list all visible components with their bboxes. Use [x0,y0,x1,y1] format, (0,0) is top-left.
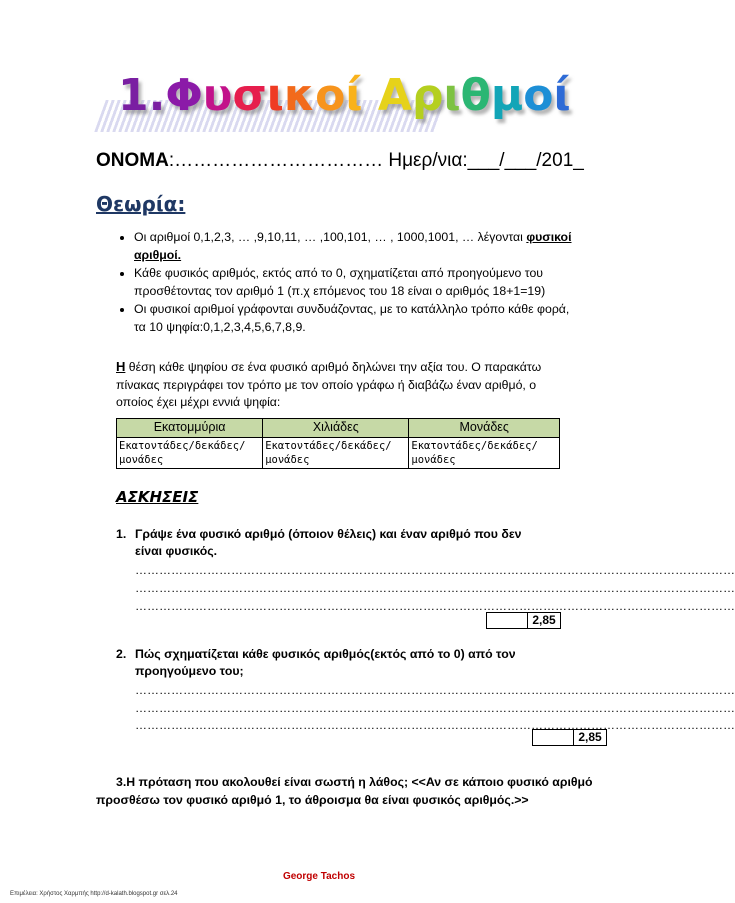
score-value: 2,85 [578,730,602,744]
place-value-table [116,418,560,469]
name-label: ΟΝΟΜΑ [96,150,169,171]
answer-line[interactable]: …………………………………………………………………………………………………………………………………… [135,563,735,577]
title-letter: Α [377,70,412,121]
paragraph-text: θέση κάθε ψηφίου σε ένα φυσικό αριθμό δηλώνει την αξία του. Ο παρακάτω πίνακας περιγράφει τον τρόπο με τον οποίο γράφω ή διαβάζω έναν αριθμό, ο οποίος έχει μέχρι εννιά ψηφία: [116,360,542,410]
question-text: Γράψε ένα φυσικό αριθμό (όποιον θέλεις) και έναν αριθμό που δεν είναι φυσικός. [135,527,522,558]
page-footer: Επιμέλεια: Χρήστος Χαρμπής http://d-kalath.blogspot.gr σελ.24 [10,891,178,897]
answer-line[interactable]: …………………………………………………………………………………………………………………………………… [135,683,735,697]
title-letter: θ [460,70,491,121]
table-header-millions: Εκατομμύρια [117,419,263,438]
table-cell: Εκατοντάδες/δεκάδες/μονάδες [409,438,560,469]
title-letter: ο [315,70,346,121]
score-box [486,612,561,629]
answer-line[interactable]: …………………………………………………………………………………………………………………………………… [135,701,735,715]
question-number: 1. [116,527,127,541]
table-header-units: Μονάδες [409,419,560,438]
exercises-heading: ΑΣΚΗΣΕΙΣ [116,488,199,506]
title-letter: κ [283,70,316,121]
title-letter: ρ [411,70,444,121]
question-3: 3.Η πρόταση που ακολουθεί είναι σωστή η λάθος; <<Αν σε κάποιο φυσικό αριθμό προσθέσω τον φυσικό αριθμό 1, το άθροισμα θα είναι φυσικός αριθμός.>> [96,775,593,807]
bullet-text: Οι αριθμοί 0,1,2,3, … ,9,10,11, … ,100,101, … , 1000,1001, … λέγονται [134,230,527,244]
question-number: 2. [116,647,127,661]
name-date-line [96,150,584,172]
answer-line[interactable]: …………………………………………………………………………………………………………………………………… [135,718,735,732]
title-letter: ί [553,70,571,121]
table-cell: Εκατοντάδες/δεκάδες/μονάδες [263,438,409,469]
table-cell: Εκατοντάδες/δεκάδες/μονάδες [117,438,263,469]
title-letter: Φ [165,70,203,121]
document-title [118,70,571,121]
theory-heading: Θεωρία: [96,192,186,216]
title-letter: 1 [118,70,149,121]
theory-bullet-list [116,229,574,338]
score-value: 2,85 [532,613,556,627]
name-date-fields: :…………………………… Ημερ/νια:___/___/201_ [168,150,584,171]
table-header-thousands: Χιλιάδες [263,419,409,438]
title-letter: ο [523,70,554,121]
author-name: George Tachos [282,871,356,882]
answer-line[interactable]: …………………………………………………………………………………………………………………………………… [135,581,735,595]
score-empty-cell[interactable] [533,730,574,745]
title-letter [363,70,378,121]
title-letter: ι [266,70,284,121]
answer-line[interactable]: …………………………………………………………………………………………………………………………………… [135,599,735,613]
bullet-bold-text: φυσικοί αριθμοί. [134,230,572,262]
title-letter: ι [443,70,461,121]
title-letter: σ [232,70,267,121]
bullet-item [134,301,574,336]
bullet-item [134,265,574,300]
question-2 [116,646,535,680]
title-letter: μ [490,70,524,121]
bullet-item [134,229,574,264]
title-letter: ί [345,70,363,121]
bullet-text: Κάθε φυσικός αριθμός, εκτός από το 0, σχηματίζεται από προηγούμενο του προσθέτοντας τον αριθμό 1 (π.χ επόμενος του 18 είναι ο αριθμός 18+1=19) [134,266,546,298]
title-letter: υ [202,70,233,121]
question-text: Πώς σχηματίζεται κάθε φυσικός αριθμός(εκτός από το 0) από τον προηγούμενο του; [135,647,516,678]
bullet-text: Οι φυσικοί αριθμοί γράφονται συνδυάζοντας, με το κατάλληλο τρόπο κάθε φορά, τα 10 ψηφία:0,1,2,3,4,5,6,7,8,9. [134,302,570,334]
score-empty-cell[interactable] [487,613,528,628]
question-1 [116,526,535,560]
table-header-row [117,419,560,438]
paragraph-first-letter: Η [116,359,126,374]
table-row [117,438,560,469]
place-value-paragraph [116,358,556,412]
score-box [532,729,607,746]
title-letter: . [148,70,166,121]
